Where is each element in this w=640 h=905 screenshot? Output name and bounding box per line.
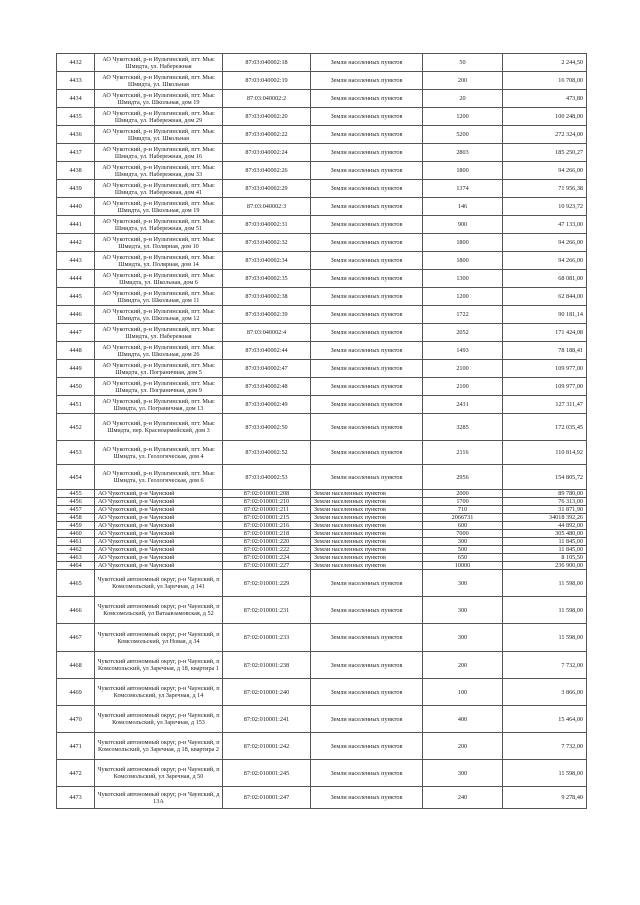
table-row bbox=[57, 198, 587, 216]
cadastral-number-cell: 87:02:010001:218 bbox=[223, 530, 311, 538]
row-number-cell: 4458 bbox=[57, 514, 95, 522]
cadastral-value-cell: 76 313,00 bbox=[503, 498, 587, 506]
row-number-cell: 4473 bbox=[57, 787, 95, 809]
address-cell: АО Чукотский, р-н Иультинский, пгт. Мыс Шмидта, ул. Набережная, дом 51 bbox=[95, 216, 223, 234]
cadastral-value-cell: 89 780,00 bbox=[503, 490, 587, 498]
cadastral-value-cell: 11 845,00 bbox=[503, 538, 587, 546]
row-number-cell: 4472 bbox=[57, 760, 95, 787]
cadastral-value-cell: 10 923,72 bbox=[503, 198, 587, 216]
area-cell: 146 bbox=[423, 198, 503, 216]
row-number-cell: 4453 bbox=[57, 441, 95, 465]
cadastral-value-cell: 15 464,00 bbox=[503, 706, 587, 733]
address-cell: АО Чукотский, р-н Иультинский, пгт. Мыс Шмидта, пер. Красноармейский, дом 3 bbox=[95, 414, 223, 441]
cadastral-number-cell: 87:03:040002:49 bbox=[223, 396, 311, 414]
land-category-cell: Земли населенных пунктов bbox=[311, 324, 423, 342]
address-cell: АО Чукотский, р-н Иультинский, пгт. Мыс Шмидта, ул. Набережная, дом 33 bbox=[95, 162, 223, 180]
cadastral-value-cell: 305 480,00 bbox=[503, 530, 587, 538]
cadastral-number-cell: 87:02:010001:231 bbox=[223, 597, 311, 624]
land-category-cell: Земли населенных пунктов bbox=[311, 306, 423, 324]
area-cell: 3285 bbox=[423, 414, 503, 441]
table-row bbox=[57, 530, 587, 538]
area-cell: 2000 bbox=[423, 490, 503, 498]
land-parcels-table bbox=[56, 53, 587, 809]
area-cell: 300 bbox=[423, 570, 503, 597]
land-category-cell: Земли населенных пунктов bbox=[311, 54, 423, 72]
area-cell: 1200 bbox=[423, 288, 503, 306]
cadastral-number-cell: 87:03:040002:3 bbox=[223, 198, 311, 216]
area-cell: 2803 bbox=[423, 144, 503, 162]
cadastral-number-cell: 87:02:010001:238 bbox=[223, 652, 311, 679]
table-row bbox=[57, 441, 587, 465]
cadastral-number-cell: 87:02:010001:208 bbox=[223, 490, 311, 498]
table-row bbox=[57, 570, 587, 597]
land-category-cell: Земли населенных пунктов bbox=[311, 342, 423, 360]
table-row bbox=[57, 288, 587, 306]
address-cell: АО Чукотский, р-н Иультинский, пгт. Мыс Шмидта, ул. Школьная bbox=[95, 126, 223, 144]
area-cell: 20 bbox=[423, 90, 503, 108]
cadastral-value-cell: 94 266,00 bbox=[503, 252, 587, 270]
row-number-cell: 4461 bbox=[57, 538, 95, 546]
area-cell: 300 bbox=[423, 624, 503, 652]
row-number-cell: 4462 bbox=[57, 546, 95, 554]
address-cell: Чукотский автономный округ, р-н Чаунский, п Комсомольский, ул Заречная, д 18, квартира 1 bbox=[95, 652, 223, 679]
cadastral-value-cell: 7 732,00 bbox=[503, 652, 587, 679]
address-cell: АО Чукотский, р-н Иультинский, пгт. Мыс Шмидта, ул. Школьная, дом 19 bbox=[95, 198, 223, 216]
table-row bbox=[57, 72, 587, 90]
address-cell: Чукотский автономный округ, р-н Чаунский, п Комсомольский, ул Ватаавзамовская, д 52 bbox=[95, 597, 223, 624]
row-number-cell: 4438 bbox=[57, 162, 95, 180]
land-category-cell: Земли населенных пунктов bbox=[311, 108, 423, 126]
table-row bbox=[57, 706, 587, 733]
land-category-cell: Земли населенных пунктов bbox=[311, 522, 423, 530]
land-category-cell: Земли населенных пунктов bbox=[311, 216, 423, 234]
row-number-cell: 4455 bbox=[57, 490, 95, 498]
cadastral-value-cell: 31 871,90 bbox=[503, 506, 587, 514]
cadastral-number-cell: 87:02:010001:233 bbox=[223, 624, 311, 652]
address-cell: Чукотский автономный округ, р-н Чаунский, п Комсомольский, ул Новая, д 34 bbox=[95, 624, 223, 652]
cadastral-number-cell: 87:03:040002:24 bbox=[223, 144, 311, 162]
address-cell: АО Чукотский, р-н Иультинский, пгт. Мыс Шмидта, ул. Школьная, дом 19 bbox=[95, 90, 223, 108]
row-number-cell: 4446 bbox=[57, 306, 95, 324]
cadastral-number-cell: 87:03:040002:39 bbox=[223, 306, 311, 324]
cadastral-number-cell: 87:03:040002:38 bbox=[223, 288, 311, 306]
area-cell: 710 bbox=[423, 506, 503, 514]
cadastral-number-cell: 87:03:040002:22 bbox=[223, 126, 311, 144]
table-row bbox=[57, 465, 587, 490]
cadastral-value-cell: 154 805,72 bbox=[503, 465, 587, 490]
row-number-cell: 4451 bbox=[57, 396, 95, 414]
cadastral-number-cell: 87:03:040002:19 bbox=[223, 72, 311, 90]
area-cell: 2116 bbox=[423, 441, 503, 465]
cadastral-value-cell: 11 598,00 bbox=[503, 597, 587, 624]
area-cell: 1200 bbox=[423, 108, 503, 126]
cadastral-number-cell: 87:02:010001:210 bbox=[223, 498, 311, 506]
address-cell: АО Чукотский, р-н Иультинский, пгт. Мыс Шмидта, ул. Геологическая, дом 4 bbox=[95, 441, 223, 465]
address-cell: АО Чукотский, р-н Чаунский bbox=[95, 530, 223, 538]
land-category-cell: Земли населенных пунктов bbox=[311, 706, 423, 733]
row-number-cell: 4459 bbox=[57, 522, 95, 530]
land-category-cell: Земли населенных пунктов bbox=[311, 679, 423, 706]
row-number-cell: 4444 bbox=[57, 270, 95, 288]
cadastral-value-cell: 236 900,00 bbox=[503, 562, 587, 570]
area-cell: 1800 bbox=[423, 252, 503, 270]
table-row bbox=[57, 554, 587, 562]
row-number-cell: 4436 bbox=[57, 126, 95, 144]
table-row bbox=[57, 787, 587, 809]
row-number-cell: 4435 bbox=[57, 108, 95, 126]
area-cell: 200 bbox=[423, 733, 503, 760]
cadastral-value-cell: 94 266,00 bbox=[503, 234, 587, 252]
cadastral-number-cell: 87:02:010001:211 bbox=[223, 506, 311, 514]
row-number-cell: 4445 bbox=[57, 288, 95, 306]
area-cell: 2100 bbox=[423, 360, 503, 378]
land-category-cell: Земли населенных пунктов bbox=[311, 90, 423, 108]
address-cell: АО Чукотский, р-н Иультинский, пгт. Мыс Шмидта, ул. Полярная, дом 10 bbox=[95, 234, 223, 252]
cadastral-number-cell: 87:03:040002:53 bbox=[223, 465, 311, 490]
cadastral-number-cell: 87:03:040002:50 bbox=[223, 414, 311, 441]
address-cell: АО Чукотский, р-н Чаунский bbox=[95, 546, 223, 554]
row-number-cell: 4452 bbox=[57, 414, 95, 441]
cadastral-number-cell: 87:02:010001:224 bbox=[223, 554, 311, 562]
cadastral-number-cell: 87:02:010001:227 bbox=[223, 562, 311, 570]
area-cell: 10000 bbox=[423, 562, 503, 570]
address-cell: АО Чукотский, р-н Иультинский, пгт. Мыс Шмидта, ул. Пограничная, дом 9 bbox=[95, 378, 223, 396]
cadastral-value-cell: 272 324,00 bbox=[503, 126, 587, 144]
area-cell: 2100 bbox=[423, 378, 503, 396]
cadastral-number-cell: 87:03:040002:20 bbox=[223, 108, 311, 126]
land-category-cell: Земли населенных пунктов bbox=[311, 396, 423, 414]
area-cell: 1800 bbox=[423, 162, 503, 180]
cadastral-number-cell: 87:02:010001:222 bbox=[223, 546, 311, 554]
address-cell: АО Чукотский, р-н Иультинский, пгт. Мыс Шмидта, ул. Пограничная, дом 5 bbox=[95, 360, 223, 378]
table-row bbox=[57, 506, 587, 514]
cadastral-value-cell: 78 188,41 bbox=[503, 342, 587, 360]
land-category-cell: Земли населенных пунктов bbox=[311, 530, 423, 538]
area-cell: 200 bbox=[423, 652, 503, 679]
address-cell: Чукотский автономный округ, р-н Чаунский, п Комсомольский, ул Заречная, д 153 bbox=[95, 706, 223, 733]
table-row bbox=[57, 396, 587, 414]
cadastral-number-cell: 87:02:010001:247 bbox=[223, 787, 311, 809]
cadastral-value-cell: 16 708,00 bbox=[503, 72, 587, 90]
land-category-cell: Земли населенных пунктов bbox=[311, 597, 423, 624]
cadastral-value-cell: 171 424,08 bbox=[503, 324, 587, 342]
cadastral-number-cell: 87:03:040002:29 bbox=[223, 180, 311, 198]
cadastral-number-cell: 87:03:040002:48 bbox=[223, 378, 311, 396]
area-cell: 300 bbox=[423, 760, 503, 787]
cadastral-number-cell: 87:02:010001:241 bbox=[223, 706, 311, 733]
address-cell: Чукотский автономный округ, р-н Чаунский, п Комсомольский, ул Заречная, д 50 bbox=[95, 760, 223, 787]
cadastral-number-cell: 87:03:040002:34 bbox=[223, 252, 311, 270]
cadastral-number-cell: 87:03:040002:44 bbox=[223, 342, 311, 360]
area-cell: 1700 bbox=[423, 498, 503, 506]
cadastral-value-cell: 127 311,47 bbox=[503, 396, 587, 414]
row-number-cell: 4457 bbox=[57, 506, 95, 514]
address-cell: Чукотский автономный округ, р-н Чаунский, п Комсомольский, ул Заречная, д 14 bbox=[95, 679, 223, 706]
cadastral-number-cell: 87:03:040002:26 bbox=[223, 162, 311, 180]
table-row bbox=[57, 324, 587, 342]
cadastral-value-cell: 3 866,00 bbox=[503, 679, 587, 706]
cadastral-value-cell: 109 977,00 bbox=[503, 360, 587, 378]
row-number-cell: 4456 bbox=[57, 498, 95, 506]
row-number-cell: 4433 bbox=[57, 72, 95, 90]
land-category-cell: Земли населенных пунктов bbox=[311, 506, 423, 514]
cadastral-value-cell: 11 598,00 bbox=[503, 624, 587, 652]
table-row bbox=[57, 270, 587, 288]
address-cell: АО Чукотский, р-н Иультинский, пгт. Мыс Шмидта, ул. Геологическая, дом 6 bbox=[95, 465, 223, 490]
area-cell: 2431 bbox=[423, 396, 503, 414]
land-category-cell: Земли населенных пунктов bbox=[311, 252, 423, 270]
cadastral-value-cell: 71 956,38 bbox=[503, 180, 587, 198]
cadastral-number-cell: 87:02:010001:245 bbox=[223, 760, 311, 787]
address-cell: АО Чукотский, р-н Чаунский bbox=[95, 490, 223, 498]
table-row bbox=[57, 522, 587, 530]
row-number-cell: 4432 bbox=[57, 54, 95, 72]
row-number-cell: 4469 bbox=[57, 679, 95, 706]
land-category-cell: Земли населенных пунктов bbox=[311, 538, 423, 546]
address-cell: АО Чукотский, р-н Иультинский, пгт. Мыс Шмидта, ул. Набережная bbox=[95, 54, 223, 72]
area-cell: 300 bbox=[423, 597, 503, 624]
table-row bbox=[57, 624, 587, 652]
cadastral-number-cell: 87:03:040002:31 bbox=[223, 216, 311, 234]
table-row bbox=[57, 546, 587, 554]
address-cell: Чукотский автономный округ, р-н Чаунский, д 13А bbox=[95, 787, 223, 809]
row-number-cell: 4449 bbox=[57, 360, 95, 378]
table-row bbox=[57, 162, 587, 180]
cadastral-value-cell: 7 732,00 bbox=[503, 733, 587, 760]
land-category-cell: Земли населенных пунктов bbox=[311, 414, 423, 441]
table-row bbox=[57, 733, 587, 760]
cadastral-value-cell: 100 248,00 bbox=[503, 108, 587, 126]
table-row bbox=[57, 597, 587, 624]
table-row bbox=[57, 498, 587, 506]
cadastral-value-cell: 68 081,00 bbox=[503, 270, 587, 288]
land-category-cell: Земли населенных пунктов bbox=[311, 787, 423, 809]
land-category-cell: Земли населенных пунктов bbox=[311, 378, 423, 396]
table-row bbox=[57, 360, 587, 378]
address-cell: АО Чукотский, р-н Иультинский, пгт. Мыс Шмидта, ул. Школьная, дом 11 bbox=[95, 288, 223, 306]
address-cell: АО Чукотский, р-н Чаунский bbox=[95, 498, 223, 506]
row-number-cell: 4466 bbox=[57, 597, 95, 624]
table-row bbox=[57, 234, 587, 252]
cadastral-value-cell: 62 844,00 bbox=[503, 288, 587, 306]
cadastral-value-cell: 185 250,27 bbox=[503, 144, 587, 162]
land-category-cell: Земли населенных пунктов bbox=[311, 270, 423, 288]
area-cell: 50 bbox=[423, 54, 503, 72]
address-cell: АО Чукотский, р-н Иультинский, пгт. Мыс Шмидта, ул. Школьная, дом 12 bbox=[95, 306, 223, 324]
row-number-cell: 4471 bbox=[57, 733, 95, 760]
land-category-cell: Земли населенных пунктов bbox=[311, 234, 423, 252]
table-row bbox=[57, 490, 587, 498]
area-cell: 1374 bbox=[423, 180, 503, 198]
cadastral-value-cell: 11 598,00 bbox=[503, 760, 587, 787]
cadastral-value-cell: 473,80 bbox=[503, 90, 587, 108]
row-number-cell: 4440 bbox=[57, 198, 95, 216]
cadastral-number-cell: 87:03:040002:4 bbox=[223, 324, 311, 342]
address-cell: АО Чукотский, р-н Иультинский, пгт. Мыс Шмидта, ул. Набережная, дом 41 bbox=[95, 180, 223, 198]
table-row bbox=[57, 538, 587, 546]
address-cell: Чукотский автономный округ, р-н Чаунский, п Комсомольский, ул Заречная, д 18, квартира 2 bbox=[95, 733, 223, 760]
cadastral-value-cell: 110 814,92 bbox=[503, 441, 587, 465]
land-category-cell: Земли населенных пунктов bbox=[311, 546, 423, 554]
address-cell: АО Чукотский, р-н Чаунский bbox=[95, 554, 223, 562]
cadastral-value-cell: 44 892,00 bbox=[503, 522, 587, 530]
address-cell: АО Чукотский, р-н Чаунский bbox=[95, 522, 223, 530]
row-number-cell: 4454 bbox=[57, 465, 95, 490]
area-cell: 5200 bbox=[423, 126, 503, 144]
land-category-cell: Земли населенных пунктов bbox=[311, 126, 423, 144]
land-category-cell: Земли населенных пунктов bbox=[311, 554, 423, 562]
cadastral-number-cell: 87:03:040002:2 bbox=[223, 90, 311, 108]
area-cell: 200 bbox=[423, 72, 503, 90]
cadastral-number-cell: 87:03:040002:47 bbox=[223, 360, 311, 378]
cadastral-value-cell: 8 105,50 bbox=[503, 554, 587, 562]
table-row bbox=[57, 216, 587, 234]
land-category-cell: Земли населенных пунктов bbox=[311, 490, 423, 498]
cadastral-value-cell: 109 977,00 bbox=[503, 378, 587, 396]
table-row bbox=[57, 514, 587, 522]
table-body bbox=[57, 54, 587, 809]
area-cell: 1493 bbox=[423, 342, 503, 360]
land-category-cell: Земли населенных пунктов bbox=[311, 624, 423, 652]
row-number-cell: 4463 bbox=[57, 554, 95, 562]
cadastral-value-cell: 90 181,14 bbox=[503, 306, 587, 324]
area-cell: 100 bbox=[423, 679, 503, 706]
area-cell: 1800 bbox=[423, 234, 503, 252]
table-row bbox=[57, 679, 587, 706]
address-cell: АО Чукотский, р-н Чаунский bbox=[95, 514, 223, 522]
address-cell: АО Чукотский, р-н Иультинский, пгт. Мыс Шмидта, ул. Школьная, дом 6 bbox=[95, 270, 223, 288]
land-category-cell: Земли населенных пунктов bbox=[311, 570, 423, 597]
row-number-cell: 4450 bbox=[57, 378, 95, 396]
area-cell: 650 bbox=[423, 554, 503, 562]
land-category-cell: Земли населенных пунктов bbox=[311, 441, 423, 465]
row-number-cell: 4467 bbox=[57, 624, 95, 652]
table-row bbox=[57, 108, 587, 126]
area-cell: 1300 bbox=[423, 270, 503, 288]
address-cell: АО Чукотский, р-н Иультинский, пгт. Мыс Шмидта, ул. Пограничная, дом 13 bbox=[95, 396, 223, 414]
land-category-cell: Земли населенных пунктов bbox=[311, 144, 423, 162]
cadastral-number-cell: 87:02:010001:220 bbox=[223, 538, 311, 546]
cadastral-number-cell: 87:03:040002:32 bbox=[223, 234, 311, 252]
cadastral-value-cell: 172 035,45 bbox=[503, 414, 587, 441]
table-row bbox=[57, 306, 587, 324]
address-cell: АО Чукотский, р-н Чаунский bbox=[95, 538, 223, 546]
table-row bbox=[57, 562, 587, 570]
cadastral-value-cell: 94 266,00 bbox=[503, 162, 587, 180]
land-category-cell: Земли населенных пунктов bbox=[311, 733, 423, 760]
cadastral-value-cell: 2 244,50 bbox=[503, 54, 587, 72]
land-category-cell: Земли населенных пунктов bbox=[311, 288, 423, 306]
area-cell: 1722 bbox=[423, 306, 503, 324]
land-category-cell: Земли населенных пунктов bbox=[311, 465, 423, 490]
area-cell: 600 bbox=[423, 522, 503, 530]
land-category-cell: Земли населенных пунктов bbox=[311, 162, 423, 180]
address-cell: АО Чукотский, р-н Иультинский, пгт. Мыс Шмидта, ул. Школьная, дом 26 bbox=[95, 342, 223, 360]
land-category-cell: Земли населенных пунктов bbox=[311, 760, 423, 787]
address-cell: АО Чукотский, р-н Иультинский, пгт. Мыс Шмидта, ул. Полярная, дом 14 bbox=[95, 252, 223, 270]
row-number-cell: 4468 bbox=[57, 652, 95, 679]
land-category-cell: Земли населенных пунктов bbox=[311, 652, 423, 679]
table-row bbox=[57, 342, 587, 360]
table-row bbox=[57, 378, 587, 396]
table-row bbox=[57, 126, 587, 144]
area-cell: 240 bbox=[423, 787, 503, 809]
land-category-cell: Земли населенных пунктов bbox=[311, 514, 423, 522]
address-cell: АО Чукотский, р-н Иультинский, пгт. Мыс Шмидта, ул. Набережная, дом 16 bbox=[95, 144, 223, 162]
land-category-cell: Земли населенных пунктов bbox=[311, 180, 423, 198]
land-category-cell: Земли населенных пунктов bbox=[311, 498, 423, 506]
area-cell: 400 bbox=[423, 706, 503, 733]
row-number-cell: 4460 bbox=[57, 530, 95, 538]
address-cell: АО Чукотский, р-н Иультинский, пгт. Мыс Шмидта, ул. Набережная bbox=[95, 324, 223, 342]
table-row bbox=[57, 760, 587, 787]
land-category-cell: Земли населенных пунктов bbox=[311, 360, 423, 378]
cadastral-value-cell: 11 598,00 bbox=[503, 570, 587, 597]
table-row bbox=[57, 180, 587, 198]
address-cell: АО Чукотский, р-н Иультинский, пгт. Мыс Шмидта, ул. Набережная, дом 29 bbox=[95, 108, 223, 126]
row-number-cell: 4437 bbox=[57, 144, 95, 162]
row-number-cell: 4439 bbox=[57, 180, 95, 198]
land-category-cell: Земли населенных пунктов bbox=[311, 198, 423, 216]
address-cell: АО Чукотский, р-н Чаунский bbox=[95, 506, 223, 514]
address-cell: Чукотский автономный округ, р-н Чаунский, п Комсомольский, ул Заречная, д 141 bbox=[95, 570, 223, 597]
row-number-cell: 4442 bbox=[57, 234, 95, 252]
row-number-cell: 4443 bbox=[57, 252, 95, 270]
cadastral-value-cell: 11 845,00 bbox=[503, 546, 587, 554]
area-cell: 900 bbox=[423, 216, 503, 234]
table-row bbox=[57, 414, 587, 441]
area-cell: 2066731 bbox=[423, 514, 503, 522]
address-cell: АО Чукотский, р-н Иультинский, пгт. Мыс Шмидта, ул. Школьная bbox=[95, 72, 223, 90]
cadastral-number-cell: 87:03:040002:52 bbox=[223, 441, 311, 465]
area-cell: 7000 bbox=[423, 530, 503, 538]
row-number-cell: 4434 bbox=[57, 90, 95, 108]
cadastral-number-cell: 87:03:040002:18 bbox=[223, 54, 311, 72]
address-cell: АО Чукотский, р-н Чаунский bbox=[95, 562, 223, 570]
row-number-cell: 4447 bbox=[57, 324, 95, 342]
cadastral-value-cell: 47 133,00 bbox=[503, 216, 587, 234]
table-row bbox=[57, 652, 587, 679]
cadastral-number-cell: 87:02:010001:215 bbox=[223, 514, 311, 522]
cadastral-number-cell: 87:02:010001:242 bbox=[223, 733, 311, 760]
table-row bbox=[57, 144, 587, 162]
row-number-cell: 4470 bbox=[57, 706, 95, 733]
cadastral-value-cell: 34018 392,26 bbox=[503, 514, 587, 522]
land-category-cell: Земли населенных пунктов bbox=[311, 562, 423, 570]
area-cell: 2052 bbox=[423, 324, 503, 342]
cadastral-number-cell: 87:02:010001:216 bbox=[223, 522, 311, 530]
cadastral-number-cell: 87:02:010001:229 bbox=[223, 570, 311, 597]
cadastral-value-cell: 9 278,40 bbox=[503, 787, 587, 809]
row-number-cell: 4464 bbox=[57, 562, 95, 570]
area-cell: 500 bbox=[423, 546, 503, 554]
row-number-cell: 4441 bbox=[57, 216, 95, 234]
land-category-cell: Земли населенных пунктов bbox=[311, 72, 423, 90]
row-number-cell: 4465 bbox=[57, 570, 95, 597]
cadastral-number-cell: 87:02:010001:240 bbox=[223, 679, 311, 706]
cadastral-number-cell: 87:03:040002:35 bbox=[223, 270, 311, 288]
table-row bbox=[57, 54, 587, 72]
table-row bbox=[57, 90, 587, 108]
area-cell: 300 bbox=[423, 538, 503, 546]
row-number-cell: 4448 bbox=[57, 342, 95, 360]
table-row bbox=[57, 252, 587, 270]
area-cell: 2956 bbox=[423, 465, 503, 490]
